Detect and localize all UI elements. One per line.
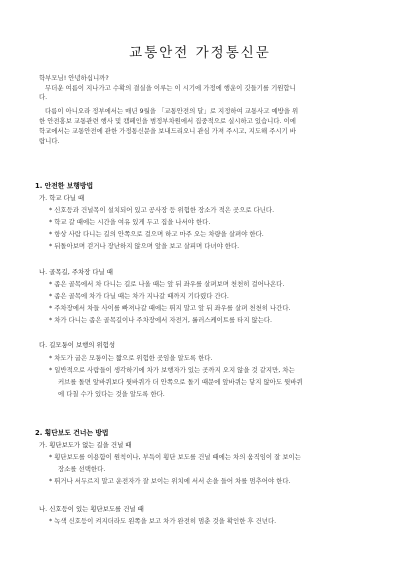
intro-line: 한 안전홍보 교통관련 행사 및 캠페인을 범정부차원에서 집중적으로 실시하고 있습니다. 이에: [39, 117, 296, 125]
list-item: 에 다칠 수가 있다는 것을 알도록 한다.: [58, 390, 165, 398]
list-item: 장소를 선택한다.: [58, 465, 106, 473]
section-heading: 2. 횡단보도 건너는 방법: [35, 429, 109, 437]
list-item: * 녹색 신호등이 켜지더라도 왼쪽을 보고 차가 완전히 멈춘 것을 확인한 후 건넌다.: [49, 517, 277, 525]
list-item: 커브를 돌면 앞바퀴보다 뒷바퀴가 더 안쪽으로 돌기 때문에 앞바퀴는 닿지 않아도 뒷바퀴: [58, 378, 303, 386]
list-item: * 신호등과 건널목이 설치되어 있고 공사장 등 위험한 장소가 적은 곳으로 다닌다.: [49, 206, 275, 214]
list-item: * 차가 다니는 좁은 골목길이나 주차장에서 자전거, 롤러스케이트를 타지 않는다.: [49, 316, 273, 324]
list-item: * 좁은 골목에 차가 다닐 때는 차가 지나갈 때까지 기다렸다 간다.: [49, 292, 229, 300]
intro-line: 무더운 여름이 지나가고 수확의 결실을 이루는 이 시기에 가정에 행운이 깃들기를 기원합니: [45, 84, 296, 92]
list-item: * 좁은 골목에서 차 다니는 길로 나올 때는 앞 뒤 좌우를 살펴보며 천천히 걸어나온다.: [49, 280, 285, 288]
subsection-label: 나. 신호등이 있는 횡단보도를 건널 때: [39, 505, 144, 513]
subsection-label: 다. 길모퉁이 보행의 위험성: [39, 341, 116, 349]
subsection-label: 가. 학교 다닐 때: [39, 194, 85, 202]
section-heading: 1. 안전한 보행방법: [35, 182, 94, 190]
greeting: 학부모님! 안녕하십니까?: [39, 74, 109, 82]
list-item: * 뒤돌아보며 걷거나 장난하지 않으며 앞을 보고 살피며 다녀야 한다.: [49, 242, 240, 250]
list-item: * 차도가 굽은 모퉁이는 짧으로 위험한 곳임을 알도록 한다.: [49, 354, 213, 362]
list-item: * 뛰거나 서두르지 말고 운전자가 잘 보이는 위치에 서서 손을 들어 차를 멈추어야 한다.: [49, 477, 291, 485]
list-item: * 주차장에서 차들 사이를 빠져나갈 때에는 뛰지 말고 앞 뒤 좌우를 살펴 천천히 나간다.: [49, 304, 291, 312]
page-title: 교통안전 가정통신문: [129, 45, 271, 61]
subsection-label: 나. 골목길, 주차장 다닐 때: [39, 268, 113, 276]
list-item: * 횡단보도를 이용함이 원칙이나, 부득이 횡단 보도를 건널 때에는 차의 움직임이 잘 보이는: [49, 453, 301, 461]
intro-line: 학교에서는 교통안전에 관한 가정통신문을 보내드리오니 관심 가져 주시고, 지도해 주시기 바: [39, 127, 296, 135]
intro-line: 다름이 아니오라 정부에서는 매년 9월을 「교통안전의 달」로 지정하여 교통사고 예방을 위: [45, 107, 299, 115]
list-item: * 항상 사람 다니는 길의 안쪽으로 걸으며 하고 마주 오는 차량을 살펴야 한다.: [49, 230, 264, 238]
subsection-label: 가. 횡단보도가 없는 길을 건널 때: [39, 441, 132, 449]
intro-line: 랍니다.: [39, 137, 60, 145]
list-item: * 일반적으로 사람들이 생각하기에 차가 보행자가 있는 곳까지 오지 않을 것 같지만, 차는: [49, 366, 295, 374]
list-item: * 학교 갈 때에는 시간을 여유 있게 두고 집을 나서야 한다.: [49, 218, 211, 226]
intro-line: 다.: [39, 93, 48, 101]
